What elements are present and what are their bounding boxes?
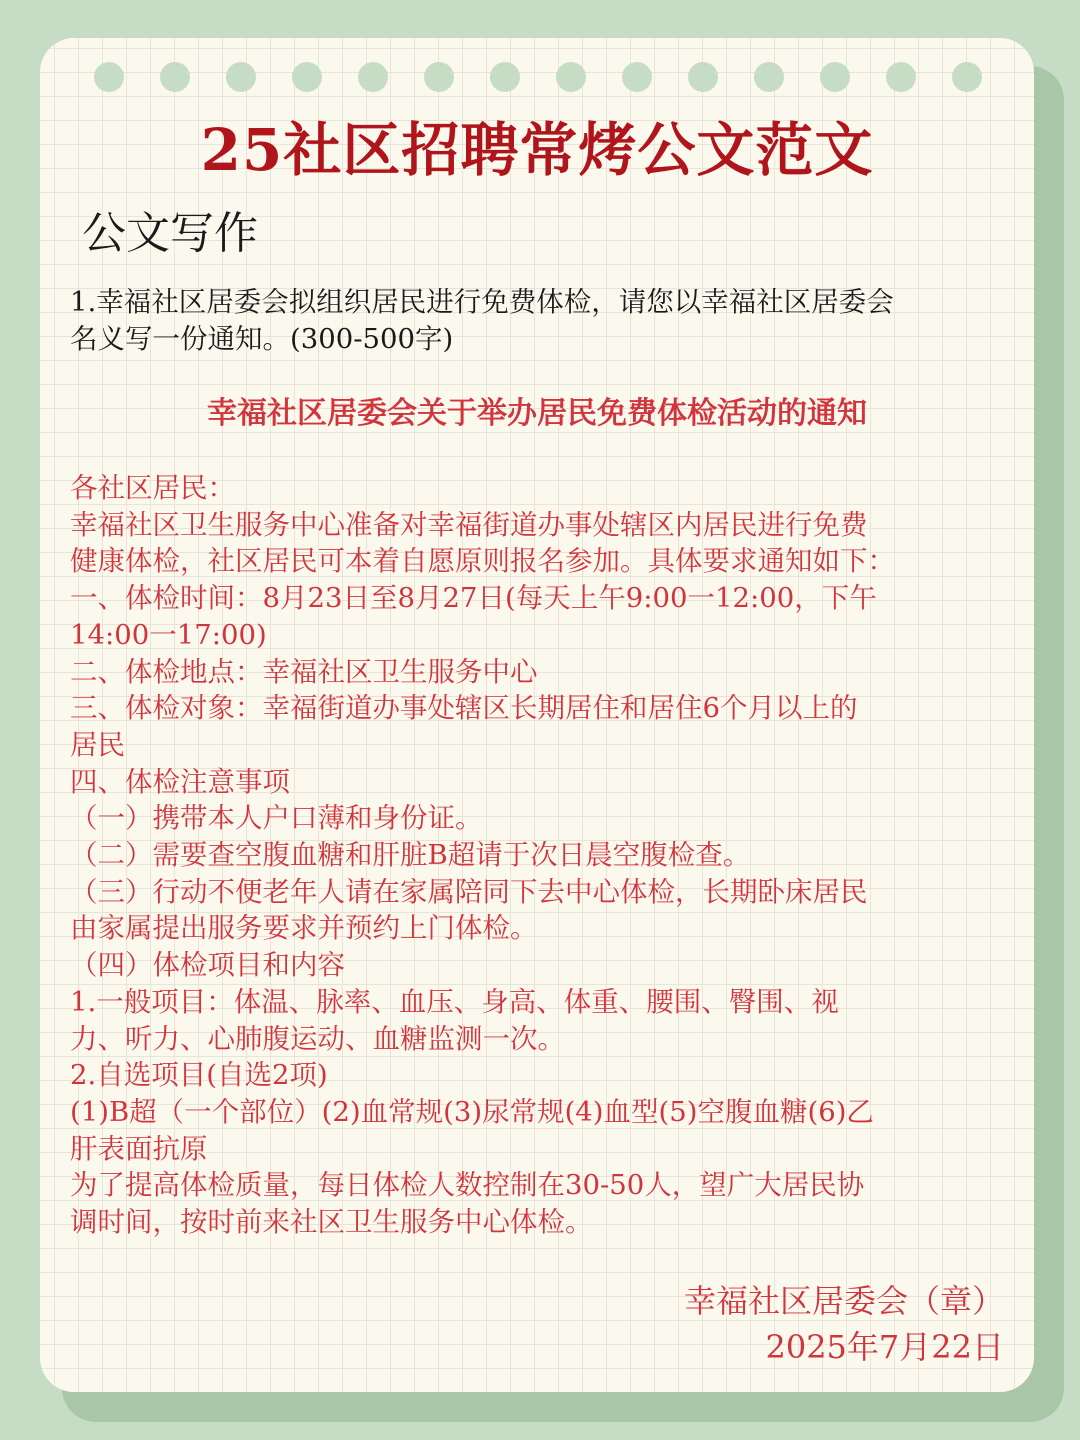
binder-hole: [490, 62, 520, 92]
notice-line: (1)B超（一个部位）(2)血常规(3)尿常规(4)血型(5)空腹血糖(6)乙: [70, 1095, 874, 1128]
binder-hole: [226, 62, 256, 92]
binder-hole: [556, 62, 586, 92]
notice-line: 2.自选项目(自选2项): [70, 1059, 328, 1092]
question-line: 1.幸福社区居委会拟组织居民进行免费体检，请您以幸福社区居委会: [70, 286, 894, 318]
question-prompt: [70, 284, 1020, 358]
notice-line: 14:00一17:00): [70, 618, 267, 651]
notice-line: 为了提高体检质量，每日体检人数控制在30-50人，望广大居民协: [70, 1169, 865, 1202]
notice-line: 调时间，按时前来社区卫生服务中心体检。: [70, 1206, 593, 1239]
notice-line: 二、体检地点：幸福社区卫生服务中心: [70, 655, 538, 688]
binder-hole: [358, 62, 388, 92]
binder-hole: [688, 62, 718, 92]
notice-line: （三）行动不便老年人请在家属陪同下去中心体检，长期卧床居民: [70, 875, 868, 908]
notice-line: 居民: [70, 728, 125, 761]
notice-line: 由家属提出服务要求并预约上门体检。: [70, 912, 538, 945]
notice-line: 力、听力、心肺腹运动、血糖监测一次。: [70, 1022, 565, 1055]
binder-hole: [94, 62, 124, 92]
signature-org: 幸福社区居委会（章）: [683, 1282, 1004, 1320]
binder-hole: [820, 62, 850, 92]
notice-line: （一）携带本人户口薄和身份证。: [70, 802, 483, 835]
binder-hole: [952, 62, 982, 92]
notice-line: 肝表面抗原: [70, 1132, 208, 1165]
notice-line: （二）需要查空腹血糖和肝脏B超请于次日晨空腹检查。: [70, 839, 751, 872]
notice-line: 1.一般项目：体温、脉率、血压、身高、体重、腰围、臀围、视: [70, 985, 839, 1018]
binder-hole: [292, 62, 322, 92]
notice-line: 各社区居民：: [70, 472, 235, 504]
notice-line: 三、体检对象：幸福街道办事处辖区长期居住和居住6个月以上的: [70, 692, 858, 725]
notice-title: 幸福社区居委会关于举办居民免费体检活动的通知: [207, 396, 867, 431]
notice-body: [70, 470, 1030, 1241]
notice-line: 幸福社区卫生服务中心准备对幸福街道办事处辖区内居民进行免费: [70, 508, 868, 541]
signature-date: 2025年7月22日: [765, 1328, 1004, 1366]
notepad-card: [40, 38, 1034, 1392]
binder-hole: [160, 62, 190, 92]
notice-line: （四）体检项目和内容: [70, 949, 345, 982]
binder-hole: [622, 62, 652, 92]
binder-hole: [754, 62, 784, 92]
notice-line: 四、体检注意事项: [70, 765, 290, 798]
signature-block: [684, 1278, 1004, 1370]
binder-hole: [424, 62, 454, 92]
section-subtitle: 公文写作: [82, 208, 258, 259]
notice-line: 一、体检时间：8月23日至8月27日(每天上午9:00一12:00，下午: [70, 582, 877, 615]
page-title: 25社区招聘常烤公文范文: [200, 116, 874, 184]
binder-holes: [94, 62, 994, 94]
binder-hole: [886, 62, 916, 92]
notice-line: 健康体检，社区居民可本着自愿原则报名参加。具体要求通知如下：: [70, 545, 895, 578]
question-line: 名义写一份通知。(300-500字): [70, 323, 454, 355]
